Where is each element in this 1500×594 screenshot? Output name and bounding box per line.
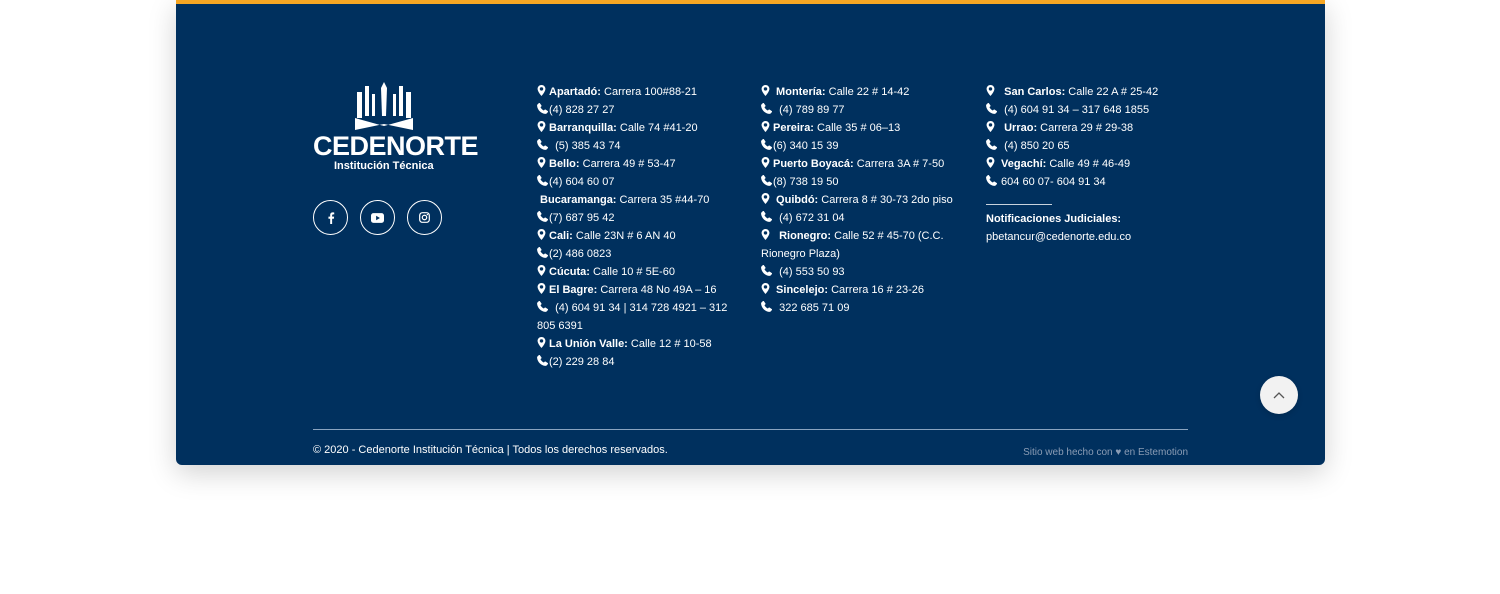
phone-line <box>537 353 732 371</box>
phone-line <box>537 101 732 119</box>
phone-number: (4) 789 89 77 <box>773 104 845 116</box>
phone-icon <box>537 355 549 366</box>
city-name: Rionegro: <box>773 230 832 242</box>
map-pin-icon <box>986 157 998 168</box>
city-name: Sincelejo: <box>773 284 829 296</box>
scroll-to-top-button[interactable] <box>1260 376 1298 414</box>
phone-icon <box>537 211 549 222</box>
phone-line <box>986 173 1191 191</box>
phone-number: (6) 340 15 39 <box>773 140 839 152</box>
city-name: Vegachí: <box>998 158 1047 170</box>
phone-number: 322 685 71 09 <box>773 302 850 314</box>
phone-icon <box>761 103 773 114</box>
map-pin-icon <box>986 85 998 96</box>
city-name: San Carlos: <box>998 86 1066 98</box>
locations-column-2 <box>761 83 956 317</box>
map-pin-icon <box>761 229 773 240</box>
map-pin-icon <box>537 265 549 276</box>
instagram-button[interactable] <box>407 200 442 235</box>
phone-icon <box>986 175 998 186</box>
city-name: El Bagre: <box>549 284 598 296</box>
logo-subtitle: Institución Técnica <box>334 160 434 172</box>
phone-number: 604 60 07- 604 91 34 <box>998 176 1106 188</box>
address-line <box>537 263 732 281</box>
map-pin-icon <box>537 85 549 96</box>
address-text: Calle 12 # 10-58 <box>627 338 712 350</box>
phone-line <box>986 101 1191 119</box>
address-text: Calle 10 # 5E-60 <box>589 266 675 278</box>
phone-icon <box>761 139 773 150</box>
city-name: La Unión Valle: <box>549 338 628 350</box>
phone-line <box>761 137 956 155</box>
facebook-icon <box>326 212 336 224</box>
address-text: Calle 74 #41-20 <box>616 122 698 134</box>
notifications-divider <box>986 204 1052 205</box>
phone-number: (8) 738 19 50 <box>773 176 839 188</box>
facebook-button[interactable] <box>313 200 348 235</box>
phone-icon <box>761 175 773 186</box>
phone-line <box>761 299 956 317</box>
phone-icon <box>537 139 549 150</box>
phone-line <box>537 173 732 191</box>
address-line <box>537 155 732 173</box>
address-line <box>986 155 1191 173</box>
map-pin-icon <box>761 157 773 168</box>
address-line <box>761 119 956 137</box>
phone-line <box>537 245 732 263</box>
phone-line <box>761 101 956 119</box>
cedenorte-logo[interactable] <box>313 82 479 174</box>
phone-number: (4) 604 91 34 – 317 648 1855 <box>998 104 1150 116</box>
phone-number: (2) 486 0823 <box>549 248 612 260</box>
map-pin-icon <box>761 193 773 204</box>
phone-line <box>537 137 732 155</box>
address-text: Calle 52 # 45-70 (C.C. Rionegro Plaza) <box>761 230 947 260</box>
city-name: Barranquilla: <box>549 122 617 134</box>
address-line <box>761 83 956 101</box>
address-text: Calle 35 # 06–13 <box>813 122 901 134</box>
phone-icon <box>537 301 549 312</box>
address-text: Carrera 29 # 29-38 <box>1037 122 1134 134</box>
phone-line <box>761 263 956 281</box>
credit-link[interactable]: Sitio web hecho con ♥ en Estemotion <box>1023 447 1188 458</box>
copyright-text: © 2020 - Cedenorte Institución Técnica | Todos los derechos reservados. <box>313 444 668 456</box>
phone-icon <box>537 175 549 186</box>
address-text: Carrera 49 # 53-47 <box>579 158 676 170</box>
address-text: Calle 49 # 46-49 <box>1046 158 1131 170</box>
map-pin-icon <box>537 337 549 348</box>
phone-icon <box>761 301 773 312</box>
phone-number: (5) 385 43 74 <box>549 140 621 152</box>
address-line <box>761 281 956 299</box>
city-name: Quibdó: <box>773 194 819 206</box>
city-name: Pereira: <box>773 122 814 134</box>
phone-line <box>761 173 956 191</box>
address-line <box>537 227 732 245</box>
locations-list <box>986 83 1191 191</box>
address-line <box>761 227 956 263</box>
city-name: Apartadó: <box>549 86 601 98</box>
phone-number: (7) 687 95 42 <box>549 212 615 224</box>
city-name: Bucaramanga: <box>537 194 617 206</box>
phone-number: (4) 672 31 04 <box>773 212 845 224</box>
address-line <box>537 83 732 101</box>
phone-icon <box>986 103 998 114</box>
map-pin-icon <box>761 85 773 96</box>
phone-icon <box>761 265 773 276</box>
address-text: Carrera 3A # 7-50 <box>853 158 945 170</box>
address-text: Carrera 16 # 23-26 <box>828 284 925 296</box>
map-pin-icon <box>537 229 549 240</box>
phone-number: (4) 604 91 34 | 314 728 4921 – 312 805 6391 <box>537 302 731 332</box>
phone-number: (2) 229 28 84 <box>549 356 615 368</box>
address-text: Carrera 48 No 49A – 16 <box>597 284 717 296</box>
social-links <box>313 200 442 235</box>
phone-number: (4) 553 50 93 <box>773 266 845 278</box>
address-line <box>537 335 732 353</box>
instagram-icon <box>419 212 430 223</box>
address-text: Calle 23N # 6 AN 40 <box>572 230 676 242</box>
footer-divider <box>313 429 1188 430</box>
city-name: Urrao: <box>998 122 1038 134</box>
brand <box>313 82 479 174</box>
address-line <box>761 191 956 209</box>
phone-line <box>537 299 732 335</box>
address-text: Calle 22 # 14-42 <box>825 86 910 98</box>
phone-line <box>537 209 732 227</box>
address-line <box>537 281 732 299</box>
address-line <box>537 119 732 137</box>
city-name: Bello: <box>549 158 580 170</box>
youtube-button[interactable] <box>360 200 395 235</box>
phone-icon <box>537 247 549 258</box>
address-text: Carrera 8 # 30-73 2do piso <box>818 194 953 206</box>
city-name: Puerto Boyacá: <box>773 158 854 170</box>
phone-number: (4) 604 60 07 <box>549 176 615 188</box>
phone-icon <box>761 211 773 222</box>
address-text: Carrera 100#88-21 <box>600 86 697 98</box>
locations-column-3 <box>986 83 1191 246</box>
phone-icon <box>537 103 549 114</box>
site-footer <box>176 0 1325 465</box>
map-pin-icon <box>537 157 549 168</box>
phone-line <box>761 209 956 227</box>
map-pin-icon <box>537 283 549 294</box>
phone-line <box>986 137 1191 155</box>
map-pin-icon <box>986 121 998 132</box>
city-name: Cali: <box>549 230 573 242</box>
map-pin-icon <box>761 121 773 132</box>
chevron-up-icon <box>1273 391 1285 399</box>
address-line <box>537 191 732 209</box>
address-line <box>986 119 1191 137</box>
phone-icon <box>986 139 998 150</box>
locations-column-1 <box>537 83 732 371</box>
address-line <box>986 83 1191 101</box>
phone-number: (4) 828 27 27 <box>549 104 615 116</box>
notifications-email-link[interactable]: pbetancur@cedenorte.edu.co <box>986 231 1132 243</box>
address-line <box>761 155 956 173</box>
youtube-icon <box>371 213 384 223</box>
map-pin-icon <box>537 121 549 132</box>
map-pin-icon <box>761 283 773 294</box>
address-text: Calle 22 A # 25-42 <box>1065 86 1159 98</box>
city-name: Cúcuta: <box>549 266 590 278</box>
phone-number: (4) 850 20 65 <box>998 140 1070 152</box>
book-logo-icon <box>353 82 415 130</box>
notifications-title: Notificaciones Judiciales: <box>986 213 1122 225</box>
city-name: Montería: <box>773 86 826 98</box>
address-text: Carrera 35 #44-70 <box>616 194 710 206</box>
logo-wordmark: CEDENORTE <box>313 131 479 161</box>
